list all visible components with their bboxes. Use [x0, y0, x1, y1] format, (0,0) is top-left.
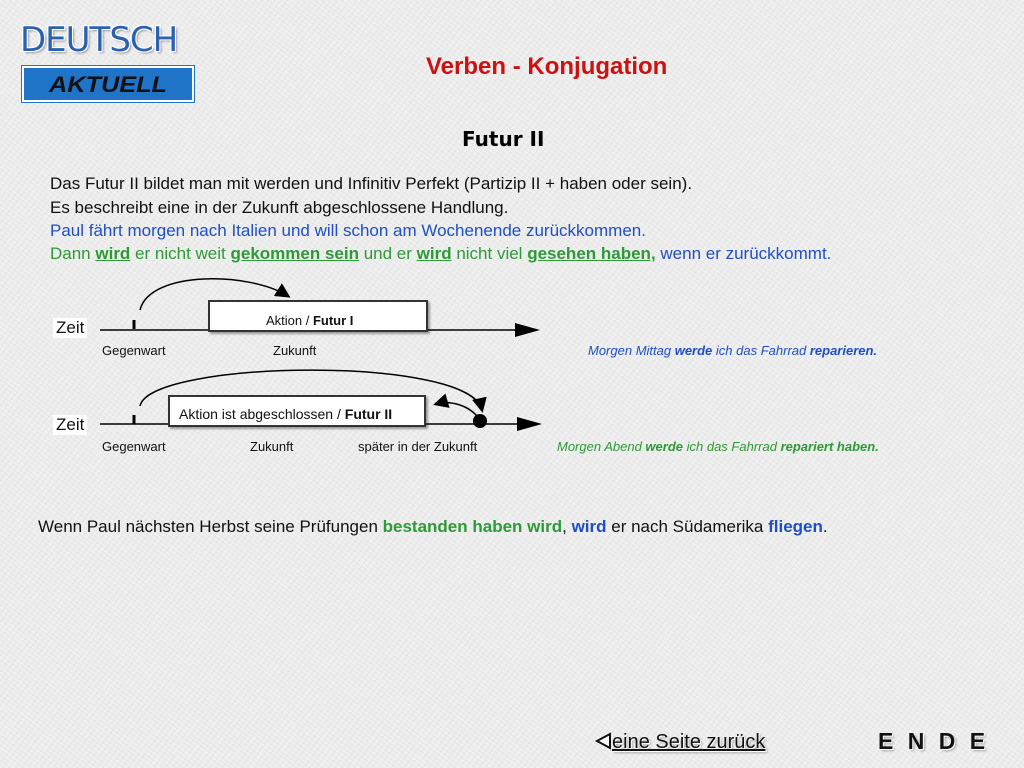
text-segment: Wenn Paul nächsten Herbst seine Prüfungen — [38, 517, 383, 536]
text-segment: g — [663, 343, 675, 358]
intro-line-2: Es beschreibt eine in der Zukunft abgeschlossene Handlung. — [50, 198, 509, 217]
text-segment: hrrad — [746, 439, 781, 454]
verb-highlight: wird — [571, 517, 607, 536]
action-box-futur-2 — [168, 395, 426, 427]
box-tense: Futur I — [312, 313, 354, 328]
timeline-arrow-2 — [517, 417, 542, 431]
box-text: Aktion ist abgeschlossen / — [179, 406, 345, 422]
label-later-future: später in der Zukunft — [358, 439, 478, 454]
text-segment: Morgen Abend — [557, 439, 646, 454]
example-verb: werde — [645, 439, 683, 454]
label-present: Gegenwart — [102, 439, 166, 454]
section-subtitle: Futur II — [462, 127, 545, 151]
verb-highlight: gesehen haben, — [527, 244, 656, 263]
text-segment: . — [822, 517, 828, 536]
verb-highlight: fliegen — [768, 517, 823, 536]
timeline-arrow-1 — [515, 323, 540, 337]
logo-text: DEUTSCH — [20, 20, 178, 60]
text-segment: ich das Fahrrad — [712, 343, 810, 358]
end-button[interactable]: E N D E — [878, 728, 990, 754]
text-segment: Dann — [50, 244, 96, 263]
example-futur-1 — [588, 343, 877, 358]
box-text: Aktion / — [266, 313, 313, 328]
page-title: Verben - Konjugation — [426, 53, 668, 80]
text-segment: er nach Südamerika — [606, 517, 769, 536]
back-button-label: eine Seite zurück — [612, 731, 766, 753]
intro-line-1: Das Futur II bildet man mit werden und Infinitiv Perfekt (Partizip II + haben oder sein). — [50, 174, 693, 193]
example-infinitive: reparieren. — [809, 343, 878, 358]
verb-highlight: wird — [95, 244, 131, 263]
text-segment: , — [562, 517, 572, 536]
back-button[interactable] — [594, 731, 765, 754]
label-future: Zukunft — [250, 439, 294, 454]
label-present: Gegenwart — [102, 343, 166, 358]
time-label: Zeit — [53, 318, 87, 338]
text-segment: ich das Fa — [683, 439, 747, 454]
verb-highlight: bestanden haben wird — [382, 517, 563, 536]
time-label: Zeit — [53, 415, 87, 435]
label-future: Zukunft — [273, 343, 317, 358]
verb-highlight: wird — [416, 244, 452, 263]
intro-example-line: Paul fährt morgen nach Italien und will schon am Wochenende zurückkommen. — [50, 221, 646, 240]
endpoint-dot — [473, 414, 487, 428]
text-segment: nicht viel — [451, 244, 528, 263]
example-participle: repariert h — [780, 439, 845, 454]
logo-banner-text: AKTUELL — [47, 72, 167, 97]
example-futur-2 — [557, 439, 879, 454]
example-verb: werde — [674, 343, 713, 358]
example-sentence — [38, 517, 828, 537]
example-participle: aben. — [844, 439, 879, 454]
triangle-left-icon — [594, 732, 612, 750]
text-segment: Morgen Mitta — [588, 343, 664, 358]
box-tense: Futur II — [344, 406, 393, 422]
action-box-futur-1 — [208, 300, 428, 332]
verb-highlight: gekommen sein — [230, 244, 359, 263]
text-segment: und er — [358, 244, 417, 263]
text-segment: wenn er zurückkommt. — [655, 244, 832, 263]
text-segment: er nicht weit — [130, 244, 231, 263]
back-arrow-2 — [436, 403, 480, 420]
